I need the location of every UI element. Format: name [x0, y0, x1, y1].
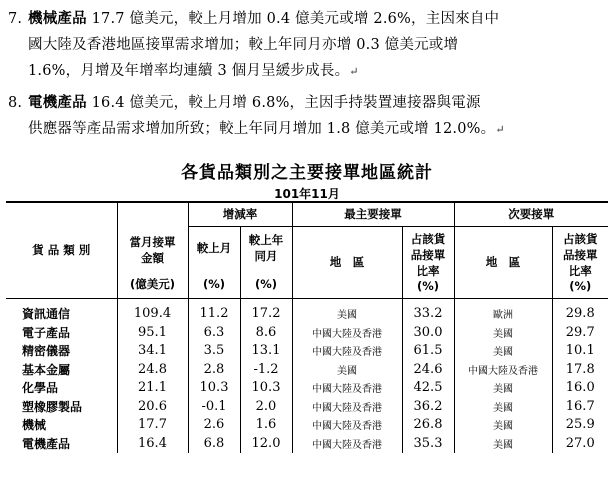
item-label: 電機產品 — [28, 95, 87, 111]
header-primary-group: 最主要接單 — [292, 202, 454, 226]
row-amount: 17.7 — [117, 416, 188, 435]
row-primary-region: 中國大陸及香港 — [292, 379, 402, 398]
row-amount: 95.1 — [117, 323, 188, 342]
return-mark: ↵ — [495, 123, 505, 136]
row-primary-share: 24.6 — [402, 360, 454, 379]
row-category: 精密儀器 — [22, 344, 71, 359]
row-mom: 2.8 — [188, 360, 240, 379]
return-mark: ↵ — [349, 65, 359, 78]
row-secondary-share: 10.1 — [552, 342, 608, 361]
row-amount: 109.4 — [117, 298, 188, 323]
row-yoy: -1.2 — [240, 360, 292, 379]
row-yoy: 12.0 — [240, 434, 292, 453]
row-secondary-share: 27.0 — [552, 434, 608, 453]
header-yoy-unit: (%) — [240, 270, 292, 298]
item-text-line1: 17.7 億美元，較上月增加 0.4 億美元或增 2.6%，主因來自中 — [86, 11, 500, 27]
row-secondary-region: 美國 — [454, 416, 552, 435]
row-category: 資訊通信 — [22, 307, 71, 322]
item-label: 機械產品 — [28, 11, 87, 27]
row-yoy: 17.2 — [240, 298, 292, 323]
header-mom-unit: (%) — [188, 270, 240, 298]
row-secondary-region: 美國 — [454, 379, 552, 398]
row-primary-share: 61.5 — [402, 342, 454, 361]
row-primary-region: 中國大陸及香港 — [292, 323, 402, 342]
row-category: 基本金屬 — [22, 362, 71, 377]
row-primary-region: 中國大陸及香港 — [292, 434, 402, 453]
row-amount: 20.6 — [117, 397, 188, 416]
row-yoy: 1.6 — [240, 416, 292, 435]
row-secondary-region: 美國 — [454, 397, 552, 416]
row-category: 化學品 — [22, 381, 59, 396]
row-primary-region: 中國大陸及香港 — [292, 342, 402, 361]
paragraph-item-8 — [8, 90, 608, 143]
row-yoy: 13.1 — [240, 342, 292, 361]
row-mom: 10.3 — [188, 379, 240, 398]
row-secondary-share: 16.0 — [552, 379, 608, 398]
row-secondary-region: 美國 — [454, 434, 552, 453]
row-secondary-region: 美國 — [454, 342, 552, 361]
row-mom: 3.5 — [188, 342, 240, 361]
table-row — [6, 397, 608, 416]
order-region-table — [6, 201, 608, 453]
row-amount: 34.1 — [117, 342, 188, 361]
header-secondary-share: 占該貨 品接單 比率 (%) — [552, 226, 608, 298]
row-mom: 2.6 — [188, 416, 240, 435]
header-secondary-region: 地 區 — [454, 226, 552, 298]
table-row — [6, 342, 608, 361]
row-mom: 11.2 — [188, 298, 240, 323]
header-primary-region: 地 區 — [292, 226, 402, 298]
table-row — [6, 434, 608, 453]
header-secondary-group: 次要接單 — [454, 202, 608, 226]
row-amount: 21.1 — [117, 379, 188, 398]
row-category: 電機產品 — [22, 436, 71, 451]
row-yoy: 8.6 — [240, 323, 292, 342]
paragraph-item-7 — [8, 6, 608, 85]
row-primary-region: 美國 — [292, 360, 402, 379]
row-yoy: 10.3 — [240, 379, 292, 398]
table-row — [6, 360, 608, 379]
row-secondary-share: 16.7 — [552, 397, 608, 416]
item-number: 7. — [8, 11, 23, 27]
item-text-line2: 國大陸及香港地區接單需求增加；較上年同月亦增 0.3 億美元或增 — [28, 37, 459, 53]
row-secondary-region: 歐洲 — [454, 298, 552, 323]
table-row — [6, 379, 608, 398]
row-secondary-region: 中國大陸及香港 — [454, 360, 552, 379]
item-text-line1: 16.4 億美元，較上月增 6.8%，主因手持裝置連接器與電源 — [86, 95, 481, 111]
item-text-line2: 供應器等產品需求增加所致；較上年同月增加 1.8 億美元或增 12.0%。 — [28, 121, 496, 137]
row-mom: 6.8 — [188, 434, 240, 453]
row-category: 塑橡膠製品 — [22, 399, 83, 414]
table-row — [6, 323, 608, 342]
header-primary-share: 占該貨 品接單 比率 (%) — [402, 226, 454, 298]
header-amount: 當月接單 金額 — [117, 202, 188, 270]
header-yoy: 較上年 同月 — [240, 226, 292, 270]
row-primary-share: 30.0 — [402, 323, 454, 342]
row-primary-region: 美國 — [292, 298, 402, 323]
row-primary-share: 26.8 — [402, 416, 454, 435]
header-category: 貨 品 類 別 — [6, 202, 117, 298]
row-secondary-share: 29.8 — [552, 298, 608, 323]
item-number: 8. — [8, 95, 23, 111]
row-mom: 6.3 — [188, 323, 240, 342]
row-amount: 24.8 — [117, 360, 188, 379]
row-secondary-share: 29.7 — [552, 323, 608, 342]
header-amount-unit: (億美元) — [117, 270, 188, 298]
header-mom: 較上月 — [188, 226, 240, 270]
row-secondary-region: 美國 — [454, 323, 552, 342]
item-text-line3: 1.6%，月增及年增率均連續 3 個月呈緩步成長。 — [28, 63, 350, 79]
row-secondary-share: 17.8 — [552, 360, 608, 379]
row-primary-region: 中國大陸及香港 — [292, 397, 402, 416]
row-secondary-share: 25.9 — [552, 416, 608, 435]
row-yoy: 2.0 — [240, 397, 292, 416]
table-row — [6, 416, 608, 435]
row-primary-region: 中國大陸及香港 — [292, 416, 402, 435]
header-change-group: 增減率 — [188, 202, 292, 226]
row-primary-share: 35.3 — [402, 434, 454, 453]
row-mom: -0.1 — [188, 397, 240, 416]
table-row — [6, 298, 608, 323]
row-primary-share: 42.5 — [402, 379, 454, 398]
row-category: 電子產品 — [22, 325, 71, 340]
row-primary-share: 36.2 — [402, 397, 454, 416]
table-title: 各貨品類別之主要接單地區統計 — [181, 163, 433, 183]
row-category: 機械 — [22, 418, 47, 433]
row-primary-share: 33.2 — [402, 298, 454, 323]
table-subtitle: 101年11月 — [274, 187, 340, 201]
row-amount: 16.4 — [117, 434, 188, 453]
